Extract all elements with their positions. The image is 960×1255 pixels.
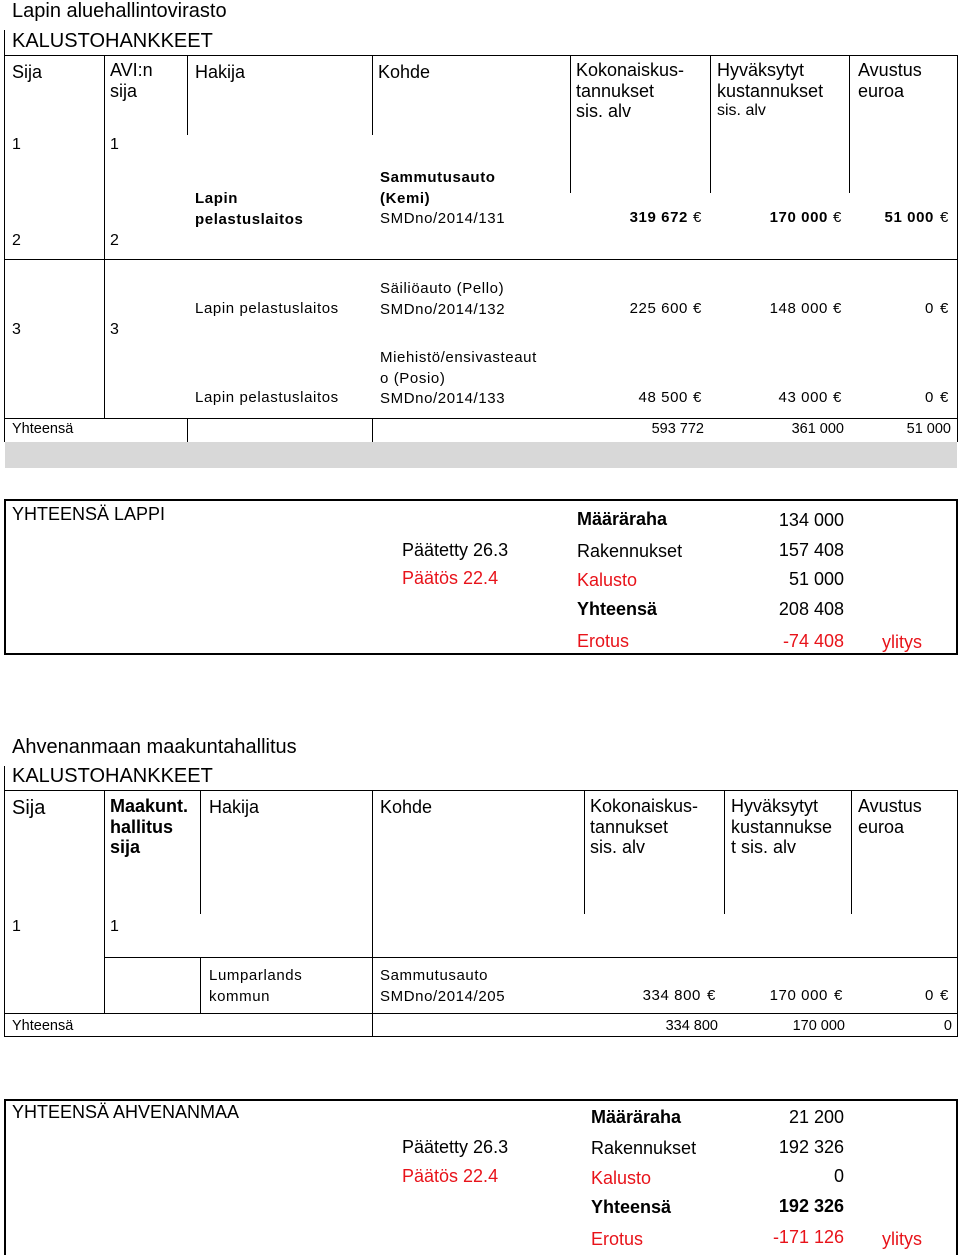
grid-line — [957, 55, 958, 442]
grid-line — [570, 55, 571, 135]
total-label: Yhteensä — [12, 1018, 74, 1034]
grid-line — [956, 499, 958, 655]
shaded-bar — [5, 442, 957, 468]
section-title: Lapin aluehallintovirasto — [12, 0, 227, 22]
maararaha-value: 134 000 — [778, 510, 844, 530]
grid-line — [104, 259, 105, 418]
header-avustus: Avustus euroa — [858, 60, 922, 101]
euro-icon: € — [693, 209, 702, 226]
header-hakija: Hakija — [209, 797, 260, 817]
kalusto-label: Kalusto — [577, 570, 638, 590]
ylitys-label: ylitys — [882, 632, 922, 652]
euro-icon: € — [940, 300, 949, 317]
grid-line — [104, 55, 105, 135]
kalusto-value: 0 — [833, 1166, 844, 1186]
row-hakija: Lapin pelastuslaitos — [195, 389, 339, 406]
row-kohde: Sammutusauto (Kemi) SMDno/2014/131 — [380, 169, 506, 227]
erotus-value: -74 408 — [782, 631, 844, 651]
header-kokonaiskustannukset: Kokonaiskus- tannukset sis. alv — [590, 796, 699, 857]
row-avi-sija: 3 — [110, 321, 119, 338]
grid-line — [200, 790, 201, 914]
grid-line — [570, 135, 571, 193]
paatetty-label: Päätetty 26.3 — [402, 540, 509, 560]
row-avustus: 0 — [925, 987, 934, 1004]
row-hyvaksytyt: 148 000 — [769, 300, 828, 317]
total-kokonaiskustannukset: 593 772 — [651, 421, 704, 437]
row-kohde: Säiliöauto (Pello) SMDno/2014/132 — [380, 280, 506, 318]
maararaha-label: Määräraha — [591, 1107, 682, 1127]
header-sija: Sija — [12, 62, 43, 82]
header-hakija: Hakija — [195, 62, 246, 82]
grid-line — [104, 790, 105, 1013]
row-avustus: 51 000 — [884, 209, 934, 226]
header-kokonaiskustannukset: Kokonaiskus- tannukset sis. alv — [576, 60, 685, 121]
euro-icon: € — [940, 987, 949, 1004]
grid-line — [957, 790, 958, 1037]
row-hakija: Lumparlands kommun — [209, 967, 303, 1005]
row-avustus: 0 — [925, 389, 934, 406]
rakennukset-label: Rakennukset — [591, 1138, 697, 1158]
grid-line — [4, 1036, 958, 1037]
grid-line — [4, 499, 6, 655]
euro-icon: € — [940, 209, 949, 226]
row-avi-sija: 1 — [110, 136, 119, 153]
grid-line — [849, 55, 850, 135]
grid-line — [372, 790, 373, 1037]
total-label: Yhteensä — [12, 421, 74, 437]
grid-line — [4, 259, 958, 260]
total-avustus: 51 000 — [906, 421, 951, 437]
euro-icon: € — [940, 389, 949, 406]
grid-line — [187, 55, 188, 135]
header-hyvaksytyt: Hyväksytyt kustannukset sis. alv — [717, 60, 824, 119]
row-kohde: Sammutusauto SMDno/2014/205 — [380, 967, 506, 1005]
grid-line — [200, 957, 201, 1013]
grid-line — [4, 499, 958, 501]
euro-icon: € — [833, 300, 842, 317]
grid-line — [849, 135, 850, 193]
row-sija: 2 — [12, 232, 21, 249]
grid-line — [710, 135, 711, 193]
total-hyvaksytyt: 361 000 — [791, 421, 844, 437]
grid-line — [4, 55, 5, 442]
rakennukset-label: Rakennukset — [577, 541, 683, 561]
row-hakija: Lapin pelastuslaitos — [195, 190, 304, 228]
row-maakunta-sija: 1 — [110, 918, 119, 935]
header-kohde: Kohde — [378, 62, 431, 82]
paatos-label: Päätös 22.4 — [402, 568, 499, 588]
header-avi-sija: AVI:n sija — [110, 60, 153, 101]
row-sija: 3 — [12, 321, 21, 338]
grid-line — [4, 790, 5, 1037]
row-avustus: 0 — [925, 300, 934, 317]
grid-line — [710, 55, 711, 135]
row-hakija: Lapin pelastuslaitos — [195, 300, 339, 317]
euro-icon: € — [833, 209, 842, 226]
yhteensa-label: Yhteensä — [591, 1197, 672, 1217]
row-kokonaiskustannukset: 48 500 — [638, 389, 688, 406]
euro-icon: € — [834, 987, 843, 1004]
kalusto-value: 51 000 — [788, 569, 844, 589]
erotus-label: Erotus — [577, 631, 630, 651]
section-subtitle: KALUSTOHANKKEET — [12, 30, 213, 52]
maararaha-label: Määräraha — [577, 509, 668, 529]
grid-line — [4, 418, 958, 419]
total-avustus: 0 — [943, 1018, 952, 1034]
yhteensa-value: 208 408 — [778, 599, 844, 619]
grid-line — [4, 55, 958, 56]
yhteensa-label: Yhteensä — [577, 599, 658, 619]
grid-line — [4, 790, 958, 791]
erotus-value: -171 126 — [772, 1227, 844, 1247]
row-kokonaiskustannukset: 319 672 — [629, 209, 688, 226]
yhteensa-value: 192 326 — [778, 1196, 844, 1216]
row-sija: 1 — [12, 918, 21, 935]
grid-line — [104, 135, 105, 259]
header-hyvaksytyt: Hyväksytyt kustannukse t sis. alv — [731, 796, 833, 857]
kalusto-label: Kalusto — [591, 1168, 652, 1188]
paatos-label: Päätös 22.4 — [402, 1166, 499, 1186]
header-avustus: Avustus euroa — [858, 796, 922, 837]
row-hyvaksytyt: 43 000 — [778, 389, 828, 406]
grid-line — [372, 418, 373, 442]
row-sija: 1 — [12, 136, 21, 153]
section-subtitle: KALUSTOHANKKEET — [12, 765, 213, 787]
grid-line — [4, 30, 5, 55]
row-kokonaiskustannukset: 334 800 — [642, 987, 701, 1004]
grid-line — [724, 790, 725, 914]
grid-line — [956, 1099, 958, 1255]
grid-line — [584, 790, 585, 914]
paatetty-label: Päätetty 26.3 — [402, 1137, 509, 1157]
grid-line — [851, 790, 852, 914]
header-kohde: Kohde — [380, 797, 433, 817]
row-kohde: Miehistö/ensivasteaut o (Posio) SMDno/2014/133 — [380, 349, 537, 407]
ylitys-label: ylitys — [882, 1229, 922, 1249]
rakennukset-value: 192 326 — [778, 1137, 844, 1157]
euro-icon: € — [707, 987, 716, 1004]
grid-line — [4, 1013, 958, 1014]
total-hyvaksytyt: 170 000 — [792, 1018, 845, 1034]
maararaha-value: 21 200 — [788, 1107, 844, 1127]
grid-line — [187, 418, 188, 442]
section-title: Ahvenanmaan maakuntahallitus — [12, 736, 297, 758]
euro-icon: € — [833, 389, 842, 406]
row-hyvaksytyt: 170 000 — [769, 987, 828, 1004]
row-kokonaiskustannukset: 225 600 — [629, 300, 688, 317]
euro-icon: € — [693, 389, 702, 406]
grid-line — [4, 1099, 6, 1255]
rakennukset-value: 157 408 — [778, 540, 844, 560]
header-maakunta-sija: Maakunt. hallitus sija — [110, 796, 189, 857]
grid-line — [4, 766, 5, 790]
summary-title: YHTEENSÄ AHVENANMAA — [12, 1102, 240, 1122]
grid-line — [372, 55, 373, 135]
euro-icon: € — [693, 300, 702, 317]
header-sija: Sija — [12, 797, 46, 819]
erotus-label: Erotus — [591, 1229, 644, 1249]
row-avi-sija: 2 — [110, 232, 119, 249]
total-kokonaiskustannukset: 334 800 — [665, 1018, 718, 1034]
row-hyvaksytyt: 170 000 — [769, 209, 828, 226]
grid-line — [4, 653, 958, 655]
grid-line — [4, 1099, 958, 1101]
grid-line — [104, 957, 958, 958]
summary-title: YHTEENSÄ LAPPI — [12, 504, 166, 524]
